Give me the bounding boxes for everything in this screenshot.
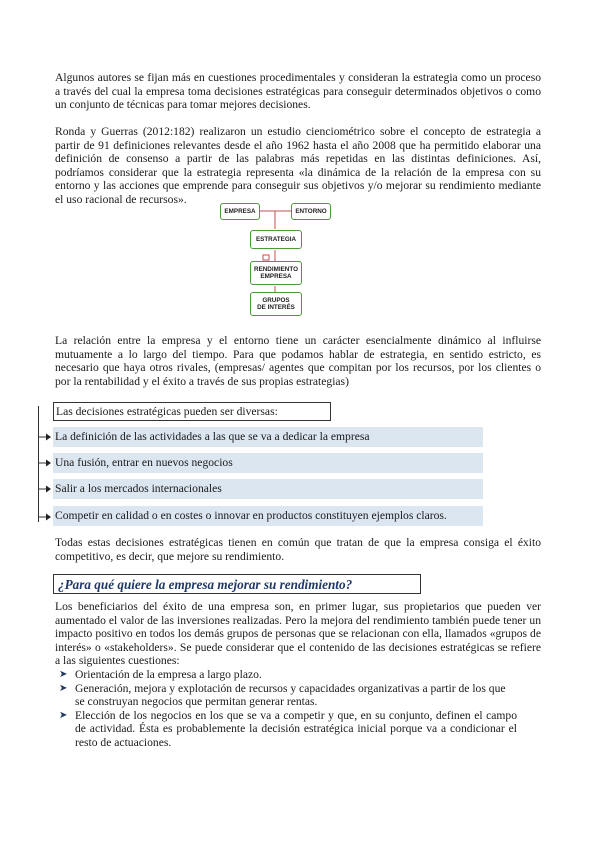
node-estrategia: ESTRATEGIA [250,230,302,249]
node-rendimiento-empresa: RENDIMIENTO EMPRESA [250,261,302,285]
connector-marker [263,255,269,260]
paragraph-beneficiarios: Los beneficiarios del éxito de una empresa son, en primer lugar, sus propietarios que pueden ver aumentado el valor de las inversiones realizadas. Pero la mejora del rendimiento también puede tener un impacto positivo en todos los demás grupos de personas que se relacionan con ella, llamados «grupos de interés» o «stakeholders». Se puede considerar que el contenido de las decisiones estratégicas se refiere a las siguientes cuestiones: [55,600,541,668]
list-item: ➤ Generación, mejora y explotación de recursos y capacidades organizativas a partir de los que se construyan negocios que permitan generar rentas. [59,681,506,709]
decision-item: La definición de las actividades a las que se va a dedicar la empresa [53,427,483,447]
arrow-right-icon [38,512,51,522]
paragraph-procedimentales: Algunos autores se fijan más en cuestiones procedimentales y consideran la estrategia como un proceso a través del cual la empresa toma decisiones estratégicas para conseguir determinados objetivos o como un conjunto de técnicas para tomar mejores decisiones. [55,71,541,112]
arrow-right-icon [38,484,51,494]
node-grupos-interes: GRUPOS DE INTERÉS [250,292,302,316]
node-entorno: ENTORNO [291,203,331,220]
node-empresa: EMPRESA [220,203,260,220]
paragraph-todas-estas: Todas estas decisiones estratégicas tienen en común que tratan de que la empresa consiga el éxito competitivo, es decir, que mejore su rendimiento. [55,536,541,563]
decision-item: Salir a los mercados internacionales [53,479,483,499]
section-heading: ¿Para qué quiere la empresa mejorar su rendimiento? [53,574,421,594]
list-item: ➤ Elección de los negocios en los que se va a competir y que, en su conjunto, definen el campo de actividad. Ésta es probablemente la decisión estratégica inicial porque va a condicionar el resto de actuaciones. [59,708,517,749]
bullet-arrow-icon: ➤ [59,669,68,680]
arrow-right-icon [38,458,51,468]
list-item: ➤ Orientación de la empresa a largo plazo. [59,668,262,681]
paragraph-relacion: La relación entre la empresa y el entorno tiene un carácter esencialmente dinámico al influirse mutuamente a lo largo del tiempo. Para que podamos hablar de estrategia, en sentido estricto, es necesario que haya otros rivales, (empresas/ agentes que compitan por los recursos, por los clientes o por la rentabilidad y el éxito a través de sus propias estrategias) [55,334,541,388]
arrow-right-icon [38,432,51,442]
decision-item: Una fusión, entrar en nuevos negocios [53,453,483,473]
bullet-list [55,668,545,750]
strategy-diagram [215,199,340,319]
bullet-arrow-icon: ➤ [59,709,68,721]
decisions-title: Las decisiones estratégicas pueden ser diversas: [53,402,331,421]
bullet-arrow-icon: ➤ [59,682,68,694]
decision-item: Competir en calidad o en costes o innovar en productos constituyen ejemplos claros. [53,506,483,526]
paragraph-ronda-guerras: Ronda y Guerras (2012:182) realizaron un estudio cienciométrico sobre el concepto de estrategia a partir de 91 definiciones relevantes desde el año 1962 hasta el año 2008 que ha permitido elaborar una definición de consenso a partir de las palabras más repetidas en las distintas definiciones. Así, podríamos considerar que la estrategia representa «la dinámica de la relación de la empresa con su entorno y las acciones que emprende para conseguir sus objetivos y/o mejorar su rendimiento mediante el uso racional de recursos». [55,125,541,206]
